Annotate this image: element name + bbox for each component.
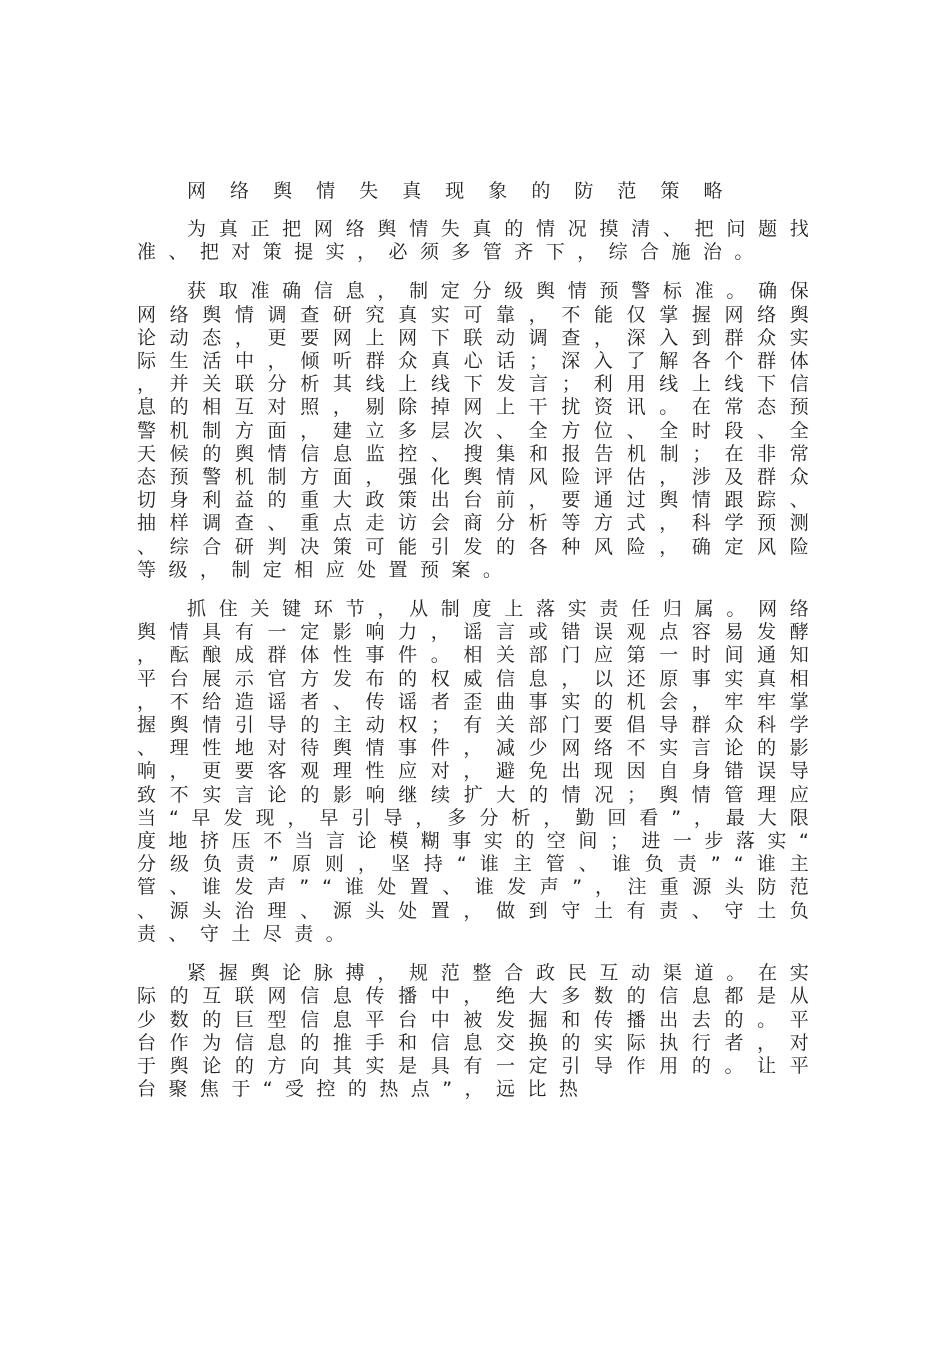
paragraph-interaction-channels: 紧 握 舆 论 脉 搏 ， 规 范 整 合 政 民 互 动 渠 道 。 在 实 际 的 互 联 网 信 息 传 播 中 ， 绝 大 多 数 的 信 息 都 是 从 少 数 的 巨 型 信 息 平 台 中 被 发 掘 和 传 播 出 去 的 。 平 台 作 为 信 息 的 推 手 和 信 息 交 换 的 实 际 执 行 者 ， 对 于 舆 论 的 方 向 其 实 是 具 有 一 定 引 导 作 用 的 。 让 平 台 聚 焦 于 “ 受 控 的 热 点 ” ， 远 比 热 <box>137 962 812 1101</box>
paragraph-early-warning: 获 取 准 确 信 息 ， 制 定 分 级 舆 情 预 警 标 准 。 确 保 网 络 舆 情 调 查 研 究 真 实 可 靠 ， 不 能 仅 掌 握 网 络 舆 论 动 态 ， 更 要 网 上 网 下 联 动 调 查 ， 深 入 到 群 众 实 际 生 活 中 ， 倾 听 群 众 真 心 话 ； 深 入 了 解 各 个 群 体 ， 并 关 联 分 析 其 线 上 线 下 发 言 ； 利 用 线 上 线 下 信 息 的 相 互 对 照 ， 剔 除 掉 网 上 干 扰 资 讯 。 在 常 态 预 警 机 制 方 面 ， 建 立 多 层 次 、 全 方 位 、 全 时 段 、 全 天 候 的 舆 情 信 息 监 控 、 搜 集 和 报 告 机 制 ； 在 非 常 态 预 警 机 制 方 面 ， 强 化 舆 情 风 险 评 估 ， 涉 及 群 众 切 身 利 益 的 重 大 政 策 出 台 前 ， 要 通 过 舆 情 跟 踪 、 抽 样 调 查 、 重 点 走 访 会 商 分 析 等 方 式 ， 科 学 预 测 、 综 合 研 判 决 策 可 能 引 发 的 各 种 风 险 ， 确 定 风 险 等 级 ， 制 定 相 应 处 置 预 案 。 <box>137 280 812 581</box>
document-title: 网 络 舆 情 失 真 现 象 的 防 范 策 略 <box>187 180 732 202</box>
paragraph-intro: 为 真 正 把 网 络 舆 情 失 真 的 情 况 摸 清 、 把 问 题 找 准 、 把 对 策 提 实 ， 必 须 多 管 齐 下 ， 综 合 施 治 。 <box>137 218 812 264</box>
paragraph-responsibility: 抓 住 关 键 环 节 ， 从 制 度 上 落 实 责 任 归 属 。 网 络 舆 情 具 有 一 定 影 响 力 ， 谣 言 或 错 误 观 点 容 易 发 酵 ， 酝 酿 成 群 体 性 事 件 。 相 关 部 门 应 第 一 时 间 通 知 平 台 展 示 官 方 发 布 的 权 威 信 息 ， 以 还 原 事 实 真 相 ， 不 给 造 谣 者 、 传 谣 者 歪 曲 事 实 的 机 会 ， 牢 牢 掌 握 舆 情 引 导 的 主 动 权 ； 有 关 部 门 要 倡 导 群 众 科 学 、 理 性 地 对 待 舆 情 事 件 ， 减 少 网 络 不 实 言 论 的 影 响 ， 更 要 客 观 理 性 应 对 ， 避 免 出 现 因 自 身 错 误 导 致 不 实 言 论 的 影 响 继 续 扩 大 的 情 况 ； 舆 情 管 理 应 当 “ 早 发 现 ， 早 引 导 ， 多 分 析 ， 勤 回 看 ” ， 最 大 限 度 地 挤 压 不 当 言 论 模 糊 事 实 的 空 间 ； 进 一 步 落 实 “ 分 级 负 责 ” 原 则 ， 坚 持 “ 谁 主 管 、 谁 负 责 ” “ 谁 主 管 、 谁 发 声 ” “ 谁 处 置 、 谁 发 声 ” ， 注 重 源 头 防 范 、 源 头 治 理 、 源 头 处 置 ， 做 到 守 土 有 责 、 守 土 负 责 、 守 土 尽 责 。 <box>137 598 812 945</box>
document-page <box>137 176 812 1117</box>
